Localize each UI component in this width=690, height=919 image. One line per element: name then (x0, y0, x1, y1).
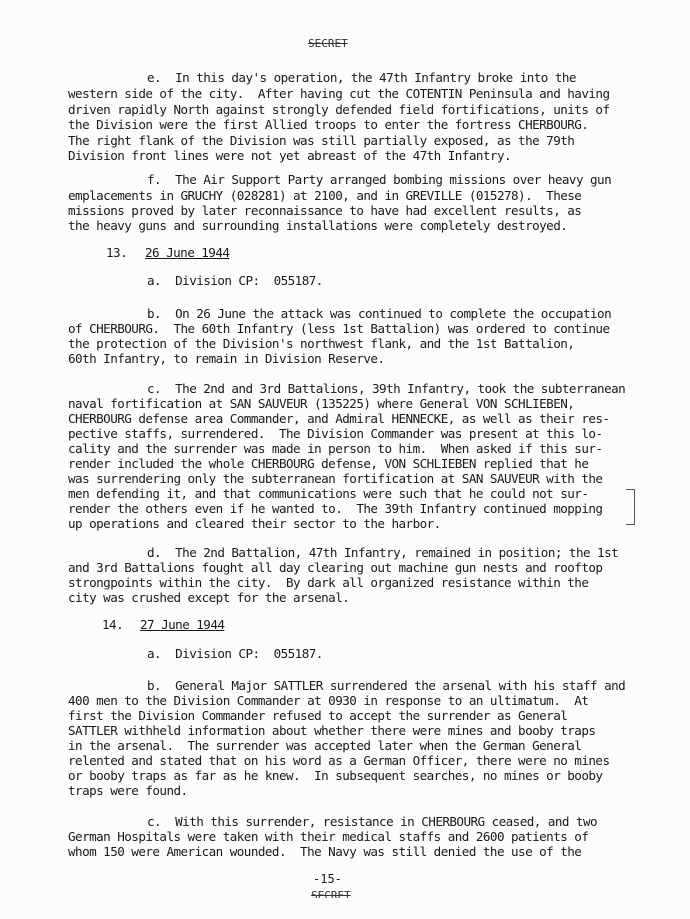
section-13-c-line: CHERBOURG defense area Commander, and Admiral HENNECKE, as well as their res- (68, 411, 610, 426)
section-13-c-line: naval fortification at SAN SAUVEUR (135225) where General VON SCHLIEBEN, (68, 396, 575, 411)
paragraph-f-line: f. The Air Support Party arranged bombing missions over heavy gun (147, 172, 612, 187)
section-13-c-line: c. The 2nd and 3rd Battalions, 39th Infantry, took the subterranean (147, 381, 626, 396)
section-14-c-line: c. With this surrender, resistance in CHERBOURG ceased, and two (147, 814, 598, 829)
section-14-c-line: whom 150 were American wounded. The Navy was still denied the use of the (68, 844, 582, 859)
paragraph-e-line: the Division were the first Allied troops to enter the fortress CHERBOURG. (68, 117, 589, 132)
paragraph-e-line: driven rapidly North against strongly defended field fortifications, units of (68, 102, 610, 117)
paragraph-f-line: the heavy guns and surrounding installations were completely destroyed. (68, 218, 568, 233)
section-14-c-line: German Hospitals were taken with their medical staffs and 2600 patients of (68, 829, 589, 844)
paragraph-e-line: The right flank of the Division was still partially exposed, as the 79th (68, 133, 575, 148)
section-13-c-line: render included the whole CHERBOURG defense, VON SCHLIEBEN replied that he (68, 456, 589, 471)
section-14-b-line: b. General Major SATTLER surrendered the arsenal with his staff and (147, 678, 626, 693)
section-14-b-line: or booby traps as far as he knew. In subsequent searches, no mines or booby (68, 768, 603, 783)
section-14-date: 27 June 1944 (140, 617, 225, 632)
section-13-b-line: of CHERBOURG. The 60th Infantry (less 1st Battalion) was ordered to continue (68, 321, 610, 336)
paragraph-f-line: missions proved by later reconnaissance to have had excellent results, as (68, 203, 582, 218)
section-14-b-line: 400 men to the Division Commander at 0930 in response to an ultimatum. At (68, 693, 589, 708)
paragraph-e-line: western side of the city. After having cut the COTENTIN Peninsula and having (68, 86, 610, 101)
section-13-d-line: d. The 2nd Battalion, 47th Infantry, remained in position; the 1st (147, 545, 619, 560)
section-13-b-line: the protection of the Division's northwest flank, and the 1st Battalion, (68, 336, 575, 351)
section-13-c-line: was surrendering only the subterranean fortification at SAN SAUVEUR with the (68, 471, 603, 486)
paragraph-f-line: emplacements in GRUCHY (028281) at 2100, and in GREVILLE (015278). These (68, 188, 582, 203)
section-13-c-line: cality and the surrender was made in person to him. When asked if this sur- (68, 441, 603, 456)
section-13-c-line: render the others even if he wanted to. The 39th Infantry continued mopping (68, 501, 603, 516)
page-number: -15- (313, 872, 342, 886)
section-13-b-line: b. On 26 June the attack was continued to complete the occupation (147, 306, 612, 321)
section-14-b-line: in the arsenal. The surrender was accepted later when the German General (68, 738, 582, 753)
section-14-b-line: first the Division Commander refused to accept the surrender as General (68, 708, 568, 723)
section-14-b-line: traps were found. (68, 783, 188, 798)
section-14-number: 14. (102, 617, 124, 632)
section-14-division-cp: a. Division CP: 055187. (147, 646, 323, 661)
section-13-c-line: up operations and cleared their sector to the harbor. (68, 516, 441, 531)
section-13-c-line: men defending it, and that communications were such that he could not sur- (68, 486, 589, 501)
margin-bracket (626, 489, 635, 525)
paragraph-e-line: e. In this day's operation, the 47th Infantry broke into the (147, 70, 576, 85)
section-13-c-line: pective staffs, surrendered. The Division Commander was present at this lo- (68, 426, 603, 441)
classification-footer: SECRET (311, 889, 351, 898)
section-14-b-line: SATTLER withheld information about whether there were mines and booby traps (68, 723, 596, 738)
section-13-division-cp: a. Division CP: 055187. (147, 273, 323, 288)
section-13-date: 26 June 1944 (145, 245, 230, 260)
section-13-d-line: and 3rd Battalions fought all day clearing out machine gun nests and rooftop (68, 560, 603, 575)
section-13-number: 13. (106, 245, 128, 260)
section-13-b-line: 60th Infantry, to remain in Division Reserve. (68, 351, 385, 366)
paragraph-e-line: Division front lines were not yet abreast of the 47th Infantry. (68, 148, 512, 163)
section-13-d-line: city was crushed except for the arsenal. (68, 590, 350, 605)
classification-header: SECRET (308, 37, 348, 50)
section-13-d-line: strongpoints within the city. By dark all organized resistance within the (68, 575, 589, 590)
section-14-b-line: relented and stated that on his word as a German Officer, there were no mines (68, 753, 610, 768)
